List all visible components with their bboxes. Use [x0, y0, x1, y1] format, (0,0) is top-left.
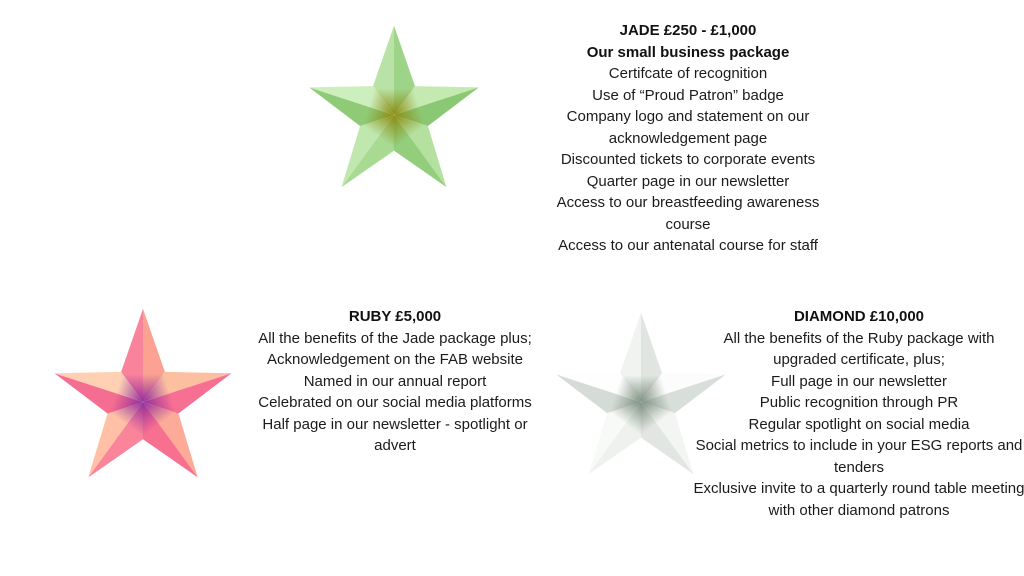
ruby-benefit-line: Half page in our newsletter - spotlight or advert — [262, 415, 528, 454]
jade-benefit-line: Access to our antenatal course for staff — [558, 237, 818, 254]
package-jade-text — [538, 20, 838, 257]
diamond-benefit-line: Public recognition through PR — [759, 394, 959, 411]
ruby-benefit-line: All the benefits of the Jade package plus; — [258, 329, 532, 347]
diamond-benefit-line: Full page in our newsletter — [771, 372, 947, 390]
package-ruby-title: RUBY £5,000 — [348, 308, 442, 325]
jade-benefit-line: Certifcate of recognition — [608, 65, 768, 82]
package-diamond-text — [692, 306, 1024, 521]
ruby-benefit-line: Named in our annual report — [303, 372, 487, 390]
diamond-benefit-line: Exclusive invite to a quarterly round table meeting with other diamond patrons — [693, 480, 1024, 519]
jade-benefit-line: Discounted tickets to corporate events — [560, 151, 816, 168]
ruby-benefit-line: Celebrated on our social media platforms — [258, 394, 532, 411]
jade-benefit-line: Quarter page in our newsletter — [586, 172, 790, 190]
diamond-benefit-line: Regular spotlight on social media — [748, 415, 970, 433]
diamond-benefit-line: All the benefits of the Ruby package with upgraded certificate, plus; — [723, 329, 995, 368]
ruby-star-icon — [48, 307, 238, 497]
diamond-benefit-line: Social metrics to include in your ESG reports and tenders — [695, 437, 1023, 476]
package-ruby-text — [243, 306, 547, 457]
package-diamond-title: DIAMOND £10,000 — [793, 308, 925, 325]
package-jade-title: JADE £250 - £1,000 — [619, 22, 757, 39]
jade-benefit-line: Access to our breastfeeding awareness course — [556, 194, 820, 233]
ruby-benefit-line: Acknowledgement on the FAB website — [267, 351, 523, 368]
package-jade-subtitle: Our small business package — [586, 43, 790, 61]
jade-star-icon — [303, 24, 485, 206]
jade-benefit-line: Use of “Proud Patron” badge — [592, 86, 784, 104]
jade-benefit-line: Company logo and statement on our acknowledgement page — [566, 108, 810, 147]
